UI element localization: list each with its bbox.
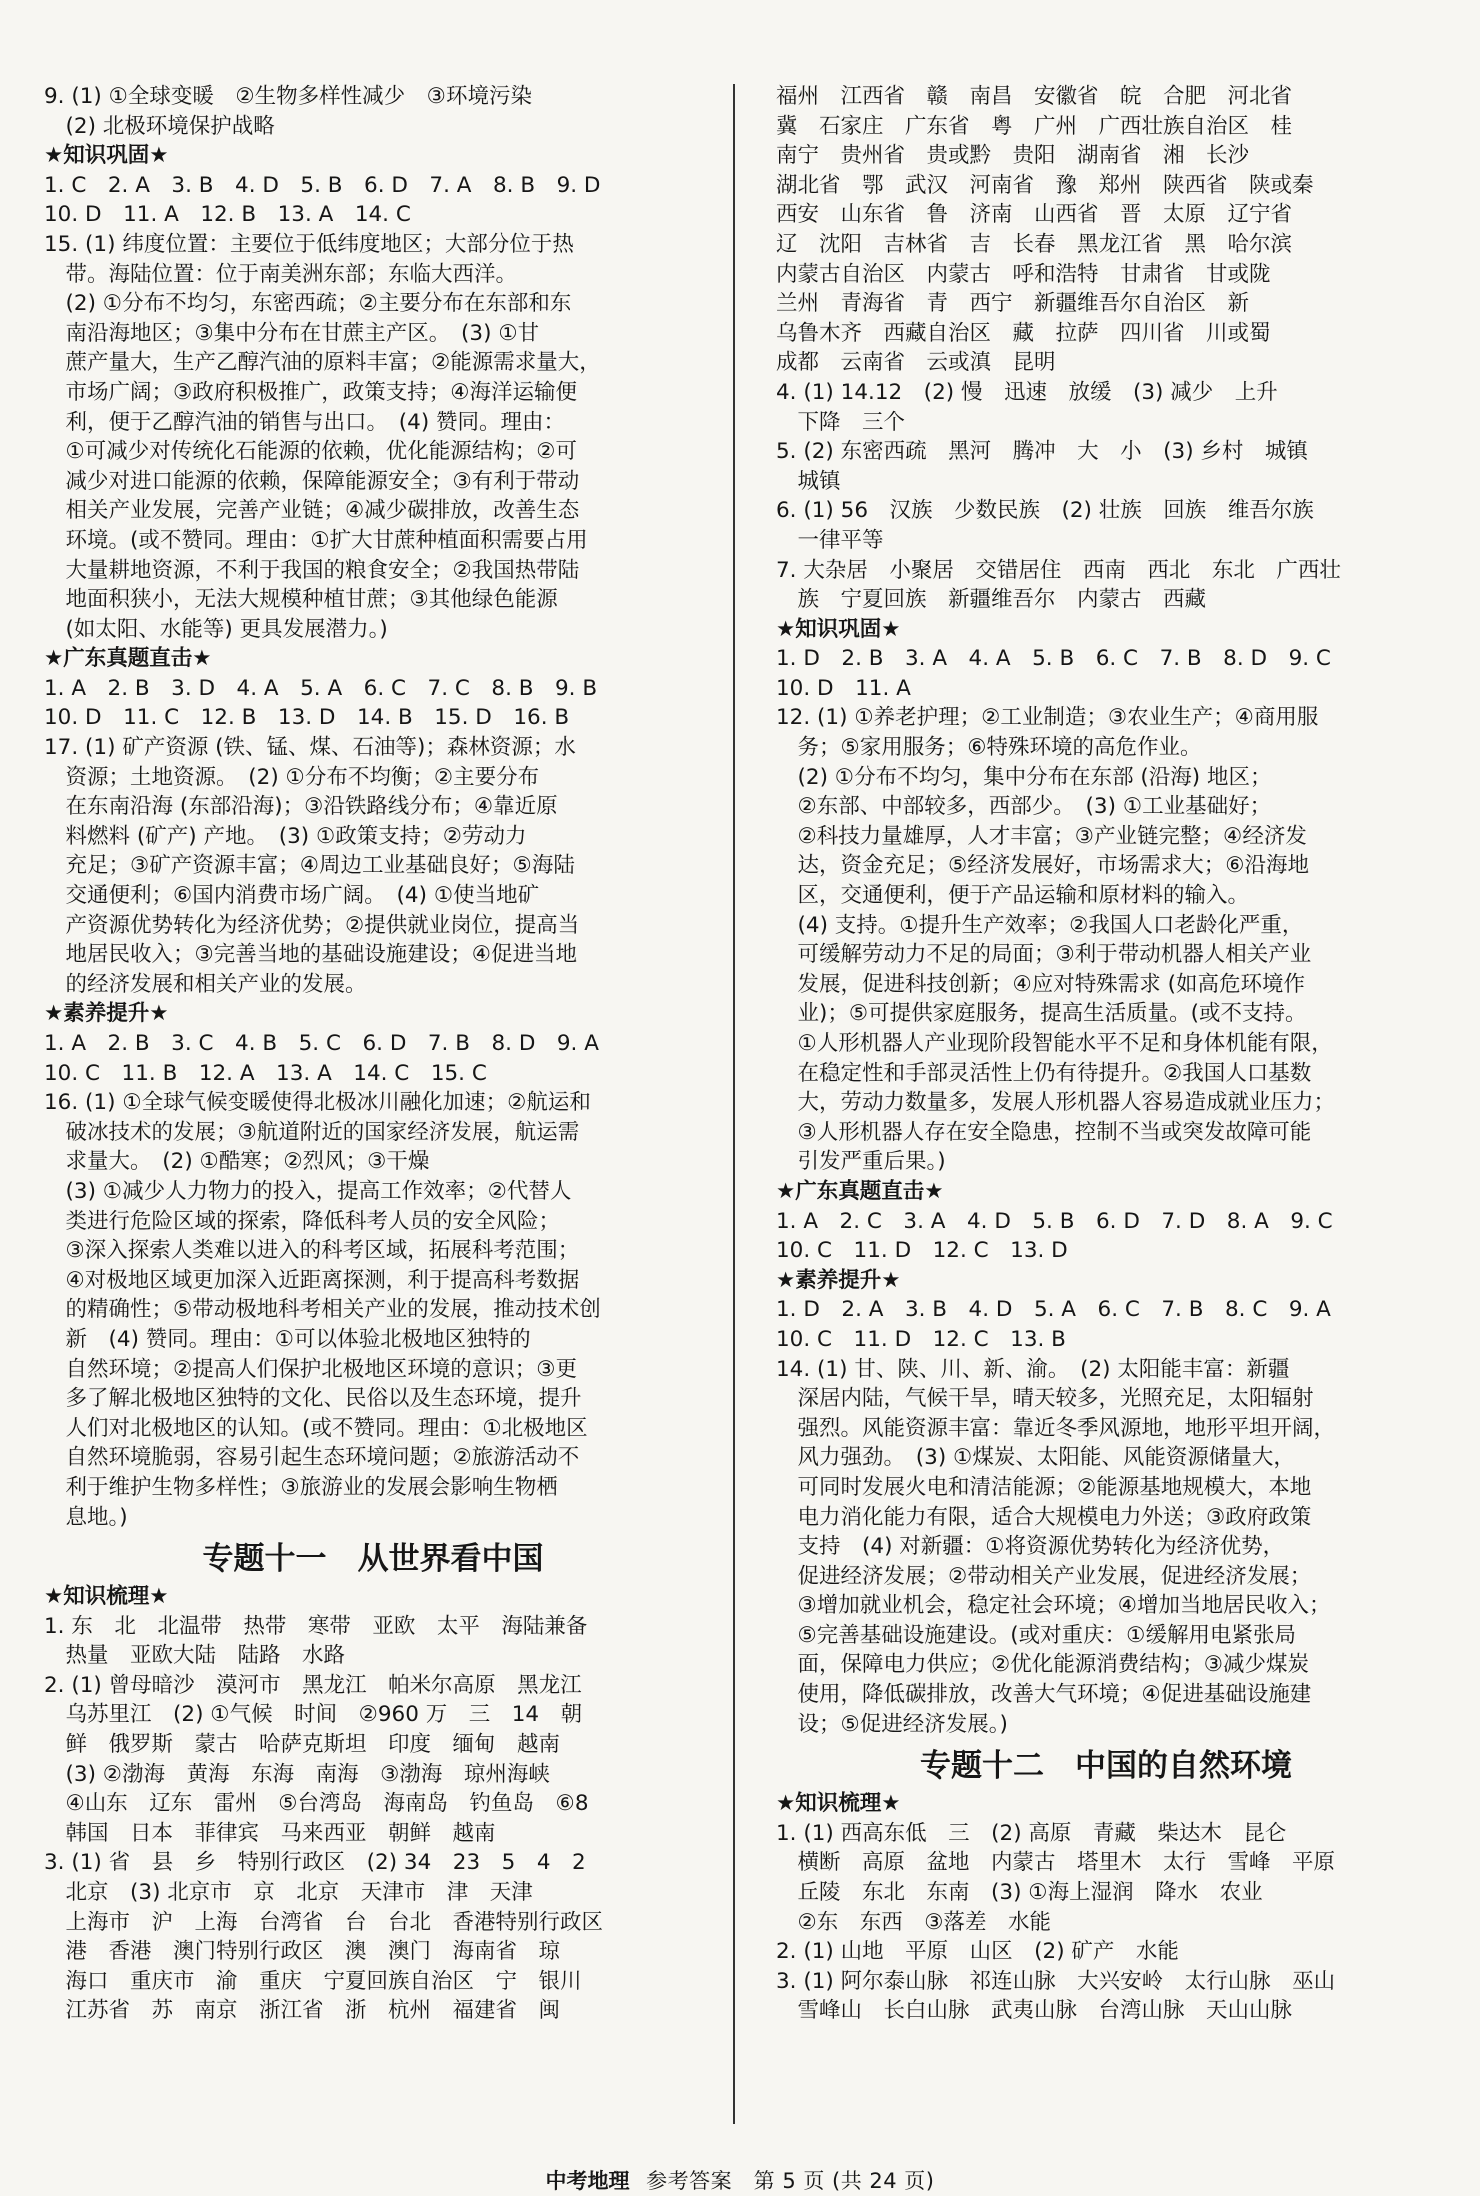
answer-line: 务；⑤家用服务；⑥特殊环境的高危作业。 [776, 735, 1202, 761]
answer-line: 市场广阔；③政府积极推广，政策支持；④海洋运输便 [44, 379, 578, 405]
answer-line: 3. (1) 阿尔泰山脉 祁连山脉 大兴安岭 太行山脉 巫山 [776, 1968, 1336, 1994]
answer-line: ①人形机器人产业现阶段智能水平不足和身体机能有限， [776, 1031, 1333, 1056]
answer-line: 的经济发展和相关产业的发展。 [44, 971, 367, 997]
answer-line: 成都 云南省 云或滇 昆明 [776, 350, 1056, 376]
answer-line: 可同时发展火电和清洁能源；②能源基地规模大，本地 [776, 1474, 1312, 1500]
footer-brand: 中考地理 [545, 2168, 630, 2193]
answer-line: 发展，促进科技创新；④应对特殊需求 (如高危环境作 [776, 971, 1305, 997]
answer-line: 蔗产量大，生产乙醇汽油的原料丰富；②能源需求量大， [44, 350, 601, 376]
answer-line: 10. D 11. A 12. B 13. A 14. C [44, 202, 411, 228]
answer-line: 深居内陆，气候干旱，晴天较多，光照充足，太阳辐射 [776, 1386, 1314, 1412]
answer-line: 福州 江西省 赣 南昌 安徽省 皖 合肥 河北省 [776, 84, 1293, 109]
answer-line: 地面积狭小，无法大规模种植甘蔗；③其他绿色能源 [44, 587, 558, 613]
right-column [776, 82, 1436, 2026]
answer-line: ①可减少对传统化石能源的依赖，优化能源结构；②可 [44, 439, 578, 465]
answer-line: ⑤完善基础设施建设。(或对重庆：①缓解用电紧张局 [776, 1622, 1296, 1648]
answer-line: (2) ①分布不均匀，东密西疏；②主要分布在东部和东 [44, 291, 572, 317]
answer-line: 1. D 2. A 3. B 4. D 5. A 6. C 7. B 8. C 9. A [776, 1297, 1331, 1323]
answer-line: ②科技力量雄厚，人才丰富；③产业链完整；④经济发 [776, 823, 1307, 849]
answer-line: 电力消化能力有限，适合大规模电力外送；③政府政策 [776, 1504, 1312, 1530]
answer-line: 乌鲁木齐 西藏自治区 藏 拉萨 四川省 川或蜀 [776, 320, 1271, 346]
answer-line: 支持 (4) 对新疆：①将资源优势转化为经济优势， [776, 1534, 1285, 1560]
answer-line: 3. (1) 省 县 乡 特别行政区 (2) 34 23 5 4 2 [44, 1850, 586, 1876]
answer-line: 引发严重后果。) [776, 1149, 946, 1175]
answer-line: 充足；③矿产资源丰富；④周边工业基础良好；⑤海陆 [44, 853, 575, 879]
answer-line: 雪峰山 长白山脉 武夷山脉 台湾山脉 天山山脉 [776, 1998, 1293, 2024]
answer-line: ③增加就业机会，稳定社会环境；④增加当地居民收入； [776, 1593, 1331, 1619]
answer-line: 大，劳动力数量多，发展人形机器人容易造成就业压力； [776, 1090, 1336, 1116]
answer-line: 1. D 2. B 3. A 4. A 5. B 6. C 7. B 8. D 9. C [776, 646, 1331, 672]
topic-heading: 专题十一 从世界看中国 [202, 1541, 544, 1578]
answer-line: 地居民收入；③完善当地的基础设施建设；④促进当地 [44, 942, 578, 968]
answer-line: 10. C 11. B 12. A 13. A 14. C 15. C [44, 1060, 487, 1086]
answer-line: 强烈。风能资源丰富：靠近冬季风源地，地形平坦开阔， [776, 1415, 1336, 1441]
answer-line: 2. (1) 山地 平原 山区 (2) 矿产 水能 [776, 1939, 1179, 1965]
answer-line: 乌苏里江 (2) ①气候 时间 ②960 万 三 14 朝 [44, 1702, 583, 1728]
answer-line: 南沿海地区；③集中分布在甘蔗主产区。 (3) ①甘 [44, 320, 540, 346]
answer-line: 海口 重庆市 渝 重庆 宁夏回族自治区 宁 银川 [44, 1968, 582, 1994]
answer-line: 丘陵 东北 东南 (3) ①海上湿润 降水 农业 [776, 1880, 1263, 1906]
answer-line: 上海市 沪 上海 台湾省 台 台北 香港特别行政区 [44, 1909, 604, 1935]
answer-line: 9. (1) ①全球变暖 ②生物多样性减少 ③环境污染 [44, 84, 532, 109]
answer-line: (4) 支持。①提升生产效率；②我国人口老龄化严重， [776, 912, 1304, 938]
section-label: ★知识梳理★ [44, 1584, 169, 1610]
answer-line: 区，交通便利，便于产品运输和原材料的输入。 [776, 883, 1250, 909]
answer-line: 环境。(或不赞同。理由：①扩大甘蔗种植面积需要占用 [44, 527, 588, 553]
answer-line: 相关产业发展，完善产业链；④减少碳排放，改善生态 [44, 498, 580, 524]
answer-line: 冀 石家庄 广东省 粤 广州 广西壮族自治区 桂 [776, 113, 1293, 139]
answer-line: (2) 北极环境保护战略 [44, 113, 275, 139]
page-footer [0, 2165, 1480, 2195]
answer-line: 14. (1) 甘、陕、川、新、渝。 (2) 太阳能丰富：新疆 [776, 1356, 1290, 1382]
answer-line: 5. (2) 东密西疏 黑河 腾冲 大 小 (3) 乡村 城镇 [776, 439, 1308, 465]
answer-line: 韩国 日本 菲律宾 马来西亚 朝鲜 越南 [44, 1820, 496, 1846]
left-column [44, 82, 702, 2026]
answer-line: 可缓解劳动力不足的局面；③利于带动机器人相关产业 [776, 942, 1312, 968]
answer-line: 促进经济发展；②带动相关产业发展，促进经济发展； [776, 1563, 1312, 1589]
answer-line: 4. (1) 14.12 (2) 慢 迅速 放缓 (3) 减少 上升 [776, 379, 1278, 405]
column-divider [733, 84, 735, 2124]
answer-line: 16. (1) ①全球气候变暖使得北极冰川融化加速；②航运和 [44, 1090, 591, 1116]
answer-line: 族 宁夏回族 新疆维吾尔 内蒙古 西藏 [776, 587, 1207, 613]
section-label: ★知识梳理★ [776, 1791, 901, 1817]
answer-line: 面，保障电力供应；②优化能源消费结构；③减少煤炭 [776, 1652, 1310, 1678]
answer-line: ④对极地区域更加深入近距离探测，利于提高科考数据 [44, 1267, 580, 1293]
answer-line: 6. (1) 56 汉族 少数民族 (2) 壮族 回族 维吾尔族 [776, 498, 1314, 524]
answer-line: 南宁 贵州省 贵或黔 贵阳 湖南省 湘 长沙 [776, 143, 1250, 169]
answer-line: 1. C 2. A 3. B 4. D 5. B 6. D 7. A 8. B 9. D [44, 172, 601, 198]
answer-line: 15. (1) 纬度位置：主要位于低纬度地区；大部分位于热 [44, 231, 574, 257]
answer-line: 城镇 [776, 468, 841, 494]
answer-line: 息地。) [44, 1504, 128, 1530]
answer-line: 一律平等 [776, 527, 884, 553]
answer-line: 10. C 11. D 12. C 13. D [776, 1238, 1068, 1264]
section-label: ★素养提升★ [44, 1001, 169, 1027]
answer-line: 利，便于乙醇汽油的销售与出口。 (4) 赞同。理由： [44, 409, 566, 435]
answer-line: 设；⑤促进经济发展。) [776, 1711, 1008, 1737]
answer-line: 北京 (3) 北京市 京 北京 天津市 津 天津 [44, 1880, 533, 1906]
answer-line: 10. C 11. D 12. C 13. B [776, 1326, 1066, 1352]
section-label: ★知识巩固★ [44, 143, 169, 169]
answer-line: 17. (1) 矿产资源 (铁、锰、煤、石油等)；森林资源；水 [44, 735, 576, 761]
answer-line: 10. D 11. C 12. B 13. D 14. B 15. D 16. B [44, 705, 570, 731]
answer-line: 湖北省 鄂 武汉 河南省 豫 郑州 陕西省 陕或秦 [776, 172, 1314, 198]
answer-line: 自然环境脆弱，容易引起生态环境问题；②旅游活动不 [44, 1445, 580, 1471]
answer-line: 交通便利；⑥国内消费市场广阔。 (4) ①使当地矿 [44, 883, 540, 909]
answer-line: 产资源优势转化为经济优势；②提供就业岗位，提高当 [44, 912, 580, 938]
answer-line: 破冰技术的发展；③航道附近的国家经济发展，航运需 [44, 1119, 580, 1145]
answer-line: 内蒙古自治区 内蒙古 呼和浩特 甘肃省 甘或陇 [776, 261, 1271, 287]
answer-line: 多了解北极地区独特的文化、民俗以及生态环境，提升 [44, 1386, 582, 1412]
answer-line: 12. (1) ①养老护理；②工业制造；③农业生产；④商用服 [776, 705, 1319, 731]
section-label: ★知识巩固★ [776, 616, 901, 642]
answer-line: 西安 山东省 鲁 济南 山西省 晋 太原 辽宁省 [776, 202, 1293, 228]
answer-line: ③深入探索人类难以进入的科考区域，拓展科考范围； [44, 1238, 580, 1264]
answer-line: 2. (1) 曾母暗沙 漠河市 黑龙江 帕米尔高原 黑龙江 [44, 1672, 582, 1698]
answer-line: ②东 东西 ③落差 水能 [776, 1909, 1052, 1935]
answer-line: 1. (1) 西高东低 三 (2) 高原 青藏 柴达木 昆仑 [776, 1820, 1287, 1846]
answer-line: 减少对进口能源的依赖，保障能源安全；③有利于带动 [44, 468, 580, 494]
answer-line: ④山东 辽东 雷州 ⑤台湾岛 海南岛 钓鱼岛 ⑥8 [44, 1791, 589, 1817]
answer-line: 大量耕地资源，不利于我国的粮食安全；②我国热带陆 [44, 557, 580, 583]
answer-line: 求量大。 (2) ①酷寒；②烈风；③干燥 [44, 1149, 430, 1175]
section-label: ★广东真题直击★ [776, 1178, 944, 1204]
answer-line: 1. A 2. C 3. A 4. D 5. B 6. D 7. D 8. A 9. C [776, 1208, 1333, 1234]
section-label: ★素养提升★ [776, 1267, 901, 1293]
answer-line: (3) ②渤海 黄海 东海 南海 ③渤海 琼州海峡 [44, 1761, 550, 1787]
answer-line: ②东部、中部较多，西部少。 (3) ①工业基础好； [776, 794, 1272, 820]
footer-page-info: 参考答案 第 5 页 (共 24 页) [646, 2169, 935, 2193]
answer-line: 新 (4) 赞同。理由：①可以体验北极地区独特的 [44, 1326, 531, 1352]
answer-line: 港 香港 澳门特别行政区 澳 澳门 海南省 琼 [44, 1939, 561, 1965]
answer-line: 业)；⑤可提供家庭服务，提高生活质量。(或不支持。 [776, 1001, 1307, 1027]
answer-line: 带。海陆位置：位于南美洲东部；东临大西洋。 [44, 261, 518, 287]
answer-line: (3) ①减少人力物力的投入，提高工作效率；②代替人 [44, 1178, 572, 1204]
answer-line: 的精确性；⑤带动极地科考相关产业的发展，推动技术创 [44, 1297, 601, 1323]
answer-line: 7. 大杂居 小聚居 交错居住 西南 西北 东北 广西壮 [776, 557, 1341, 583]
answer-line: 鲜 俄罗斯 蒙古 哈萨克斯坦 印度 缅甸 越南 [44, 1732, 561, 1758]
answer-line: 1. A 2. B 3. C 4. B 5. C 6. D 7. B 8. D 9. A [44, 1031, 599, 1056]
section-label: ★广东真题直击★ [44, 646, 212, 672]
answer-line: 类进行危险区域的探索，降低科考人员的安全风险； [44, 1208, 561, 1234]
answer-line: 横断 高原 盆地 内蒙古 塔里木 太行 雪峰 平原 [776, 1850, 1336, 1876]
answer-line: 利于维护生物多样性；③旅游业的发展会影响生物栖 [44, 1474, 558, 1500]
answer-line: 风力强劲。 (3) ①煤炭、太阳能、风能资源储量大， [776, 1445, 1295, 1471]
answer-line: (如太阳、水能等) 更具发展潜力。) [44, 616, 388, 642]
answer-line: 下降 三个 [776, 409, 906, 435]
answer-line: 热量 亚欧大陆 陆路 水路 [44, 1643, 346, 1669]
topic-heading: 专题十二 中国的自然环境 [920, 1748, 1292, 1785]
answer-line: 自然环境；②提高人们保护北极地区环境的意识；③更 [44, 1356, 578, 1382]
answer-line: 1. A 2. B 3. D 4. A 5. A 6. C 7. C 8. B 9. B [44, 675, 598, 701]
answer-line: 使用，降低碳排放，改善大气环境；④促进基础设施建 [776, 1682, 1312, 1708]
answer-line: 在稳定性和手部灵活性上仍有待提升。②我国人口基数 [776, 1060, 1312, 1086]
answer-line: 在东南沿海 (东部沿海)；③沿铁路线分布；④靠近原 [44, 794, 558, 820]
answer-line: 辽 沈阳 吉林省 吉 长春 黑龙江省 黑 哈尔滨 [776, 231, 1293, 257]
answer-line: (2) ①分布不均匀，集中分布在东部 (沿海) 地区； [776, 764, 1272, 790]
answer-line: ③人形机器人存在安全隐患，控制不当或突发故障可能 [776, 1119, 1312, 1145]
answer-line: 资源；土地资源。 (2) ①分布不均衡；②主要分布 [44, 764, 540, 790]
answer-line: 江苏省 苏 南京 浙江省 浙 杭州 福建省 闽 [44, 1998, 561, 2024]
answer-line: 达，资金充足；⑤经济发展好，市场需求大；⑥沿海地 [776, 853, 1310, 879]
answer-line: 10. D 11. A [776, 675, 911, 701]
answer-line: 1. 东 北 北温带 热带 寒带 亚欧 太平 海陆兼备 [44, 1613, 588, 1639]
answer-line: 兰州 青海省 青 西宁 新疆维吾尔自治区 新 [776, 291, 1250, 317]
answer-line: 料燃料 (矿产) 产地。 (3) ①政策支持；②劳动力 [44, 823, 527, 849]
answer-line: 人们对北极地区的认知。(或不赞同。理由：①北极地区 [44, 1415, 588, 1441]
